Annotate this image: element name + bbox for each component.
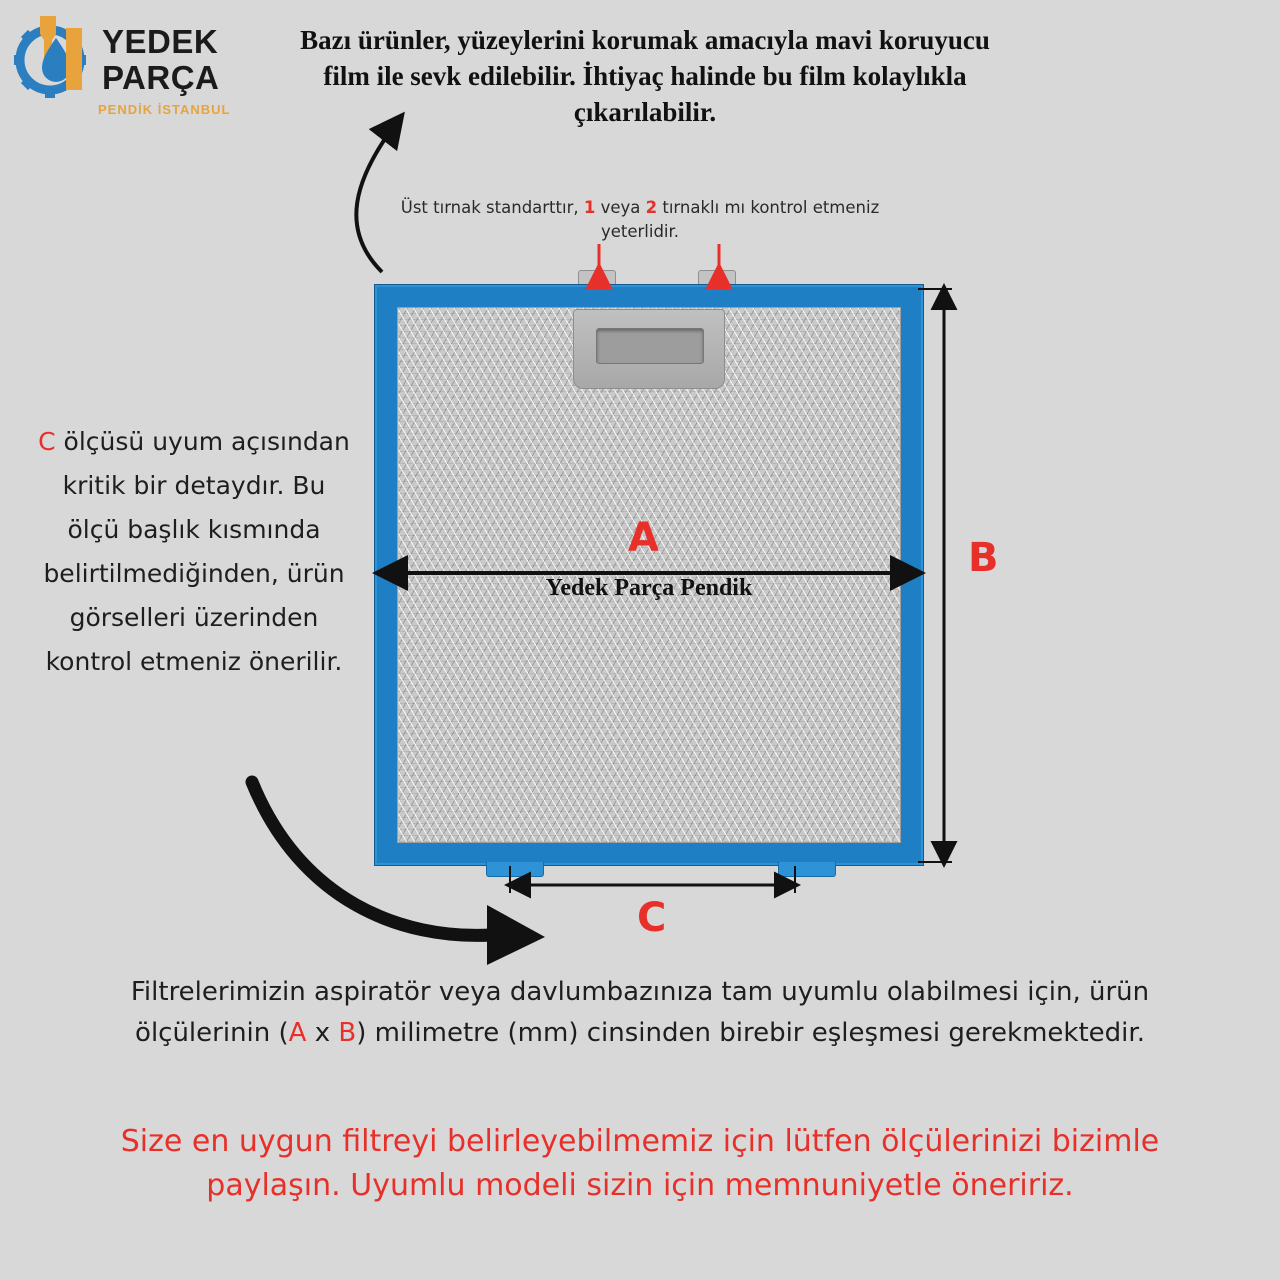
top-heading: Bazı ürünler, yüzeylerini korumak amacıyla mavi koruyucu film ile sevk edilebilir. İhtiyaç halinde bu film kolaylıkla çıkarılabilir. <box>300 25 990 127</box>
filter-handle <box>573 309 725 389</box>
logo-line-2: PARÇA <box>102 59 220 96</box>
filter-frame <box>374 284 924 866</box>
bottom-tab-left <box>486 862 544 877</box>
tab-note-part2: veya <box>595 198 646 217</box>
bottom-paragraph <box>100 972 1180 1054</box>
tab-note-part3: tırnaklı mı kontrol etmeniz yeterlidir. <box>600 198 880 241</box>
logo-wordmark <box>102 24 219 96</box>
label-b: B <box>968 535 999 581</box>
bottom-tab-right <box>778 862 836 877</box>
filter-illustration <box>374 284 922 864</box>
watermark-text: Yedek Parça Pendik <box>545 575 753 601</box>
closing-message: Size en uygun filtreyi belirleyebilmemiz için lütfen ölçülerinizi bizimle paylaşın. Uyumlu modeli sizin için memnuniyetle öneririz. <box>120 1124 1160 1203</box>
bottom-part-2: ) milimetre (mm) cinsinden birebir eşleşmesi gerekmektedir. <box>356 1018 1145 1048</box>
bottom-pointer-arrow-head <box>487 905 545 965</box>
left-paragraph-text: ölçüsü uyum açısından kritik bir detaydır. Bu ölçü başlık kısmında belirtilmediğinden, ürün görselleri üzerinden kontrol etmeniz önerilir. <box>43 427 350 676</box>
bottom-part-1: Filtrelerimizin aspiratör veya davlumbazınıza tam uyumlu olabilmesi için, ürün ölçülerinin ( <box>130 977 1150 1048</box>
tab-note-number-2: 2 <box>645 198 658 217</box>
logo-line-1: YEDEK <box>102 23 219 60</box>
tab-count-note <box>400 196 880 244</box>
label-c: C <box>637 895 667 941</box>
heading-pointer-arrow <box>356 118 400 272</box>
bottom-accent-b: B <box>338 1018 357 1048</box>
bottom-x: x <box>306 1018 339 1048</box>
left-paragraph-accent: C <box>38 427 56 456</box>
logo-subtitle: PENDİK İSTANBUL <box>98 102 231 117</box>
tab-note-part1: Üst tırnak standarttır, <box>400 198 584 217</box>
tab-note-number-1: 1 <box>583 198 596 217</box>
left-paragraph <box>34 420 354 684</box>
label-a: A <box>628 515 659 561</box>
bottom-accent-a: A <box>288 1018 307 1048</box>
handle-slot <box>596 328 704 364</box>
brand-logo <box>14 8 274 120</box>
